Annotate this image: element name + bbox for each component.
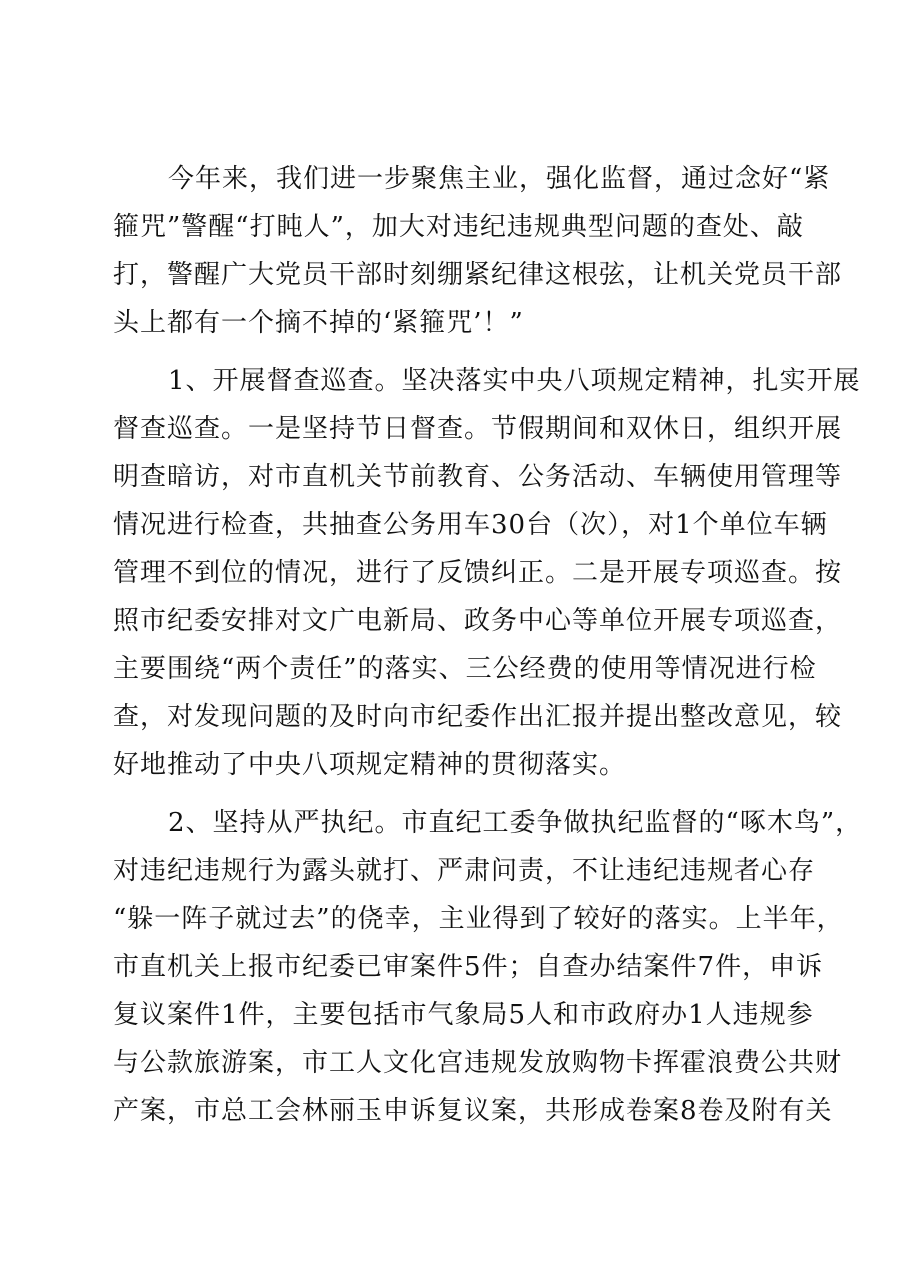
paragraph-3-line-4: 市直机关上报市纪委已审案件5件；自查办结案件7件，申诉 <box>113 952 824 982</box>
paragraph-1-line-1: 今年来，我们进一步聚焦主业，强化监督，通过念好“紧 <box>168 164 831 194</box>
paragraph-2-line-5: 管理不到位的情况，进行了反馈纠正。二是开展专项巡查。按 <box>113 558 843 588</box>
paragraph-3-line-5: 复议案件1件，主要包括市气象局5人和市政府办1人违规参 <box>113 1000 814 1030</box>
paragraph-3-line-7: 产案，市总工会林丽玉申诉复议案，共形成卷案8卷及附有关 <box>113 1096 833 1126</box>
paragraph-2-line-8: 查，对发现问题的及时向市纪委作出汇报并提出整改意见，较 <box>113 702 843 732</box>
paragraph-2-line-6: 照市纪委安排对文广电新局、政务中心等单位开展专项巡查， <box>113 606 843 636</box>
paragraph-2-line-2: 督查巡查。一是坚持节日督查。节假期间和双休日，组织开展 <box>113 414 843 444</box>
paragraph-2-line-9: 好地推动了中央八项规定精神的贯彻落实。 <box>113 750 627 780</box>
paragraph-2-line-4: 情况进行检查，共抽查公务用车30台（次），对1个单位车辆 <box>113 510 828 540</box>
paragraph-2-line-1: 1、开展督查巡查。坚决落实中央八项规定精神，扎实开展 <box>168 366 861 396</box>
paragraph-3-line-3: “躲一阵子就过去”的侥幸，主业得到了较好的落实。上半年， <box>113 904 844 934</box>
document-body <box>113 0 863 1286</box>
paragraph-1-line-4: 头上都有一个摘不掉的‘紧箍咒’！” <box>113 308 524 338</box>
paragraph-2-line-7: 主要围绕“两个责任”的落实、三公经费的使用等情况进行检 <box>113 654 817 684</box>
paragraph-3-line-2: 对违纪违规行为露头就打、严肃问责，不让违纪违规者心存 <box>113 856 816 886</box>
paragraph-1-line-2: 箍咒”警醒“打盹人”，加大对违纪违规典型问题的查处、敲 <box>113 212 804 242</box>
paragraph-3-line-6: 与公款旅游案，市工人文化宫违规发放购物卡挥霍浪费公共财 <box>113 1048 843 1078</box>
paragraph-3-line-1: 2、坚持从严执纪。市直纪工委争做执纪监督的“啄木鸟”， <box>168 808 863 838</box>
paragraph-2-line-3: 明查暗访，对市直机关节前教育、公务活动、车辆使用管理等 <box>113 462 843 492</box>
paragraph-1-line-3: 打，警醒广大党员干部时刻绷紧纪律这根弦，让机关党员干部 <box>113 260 843 290</box>
